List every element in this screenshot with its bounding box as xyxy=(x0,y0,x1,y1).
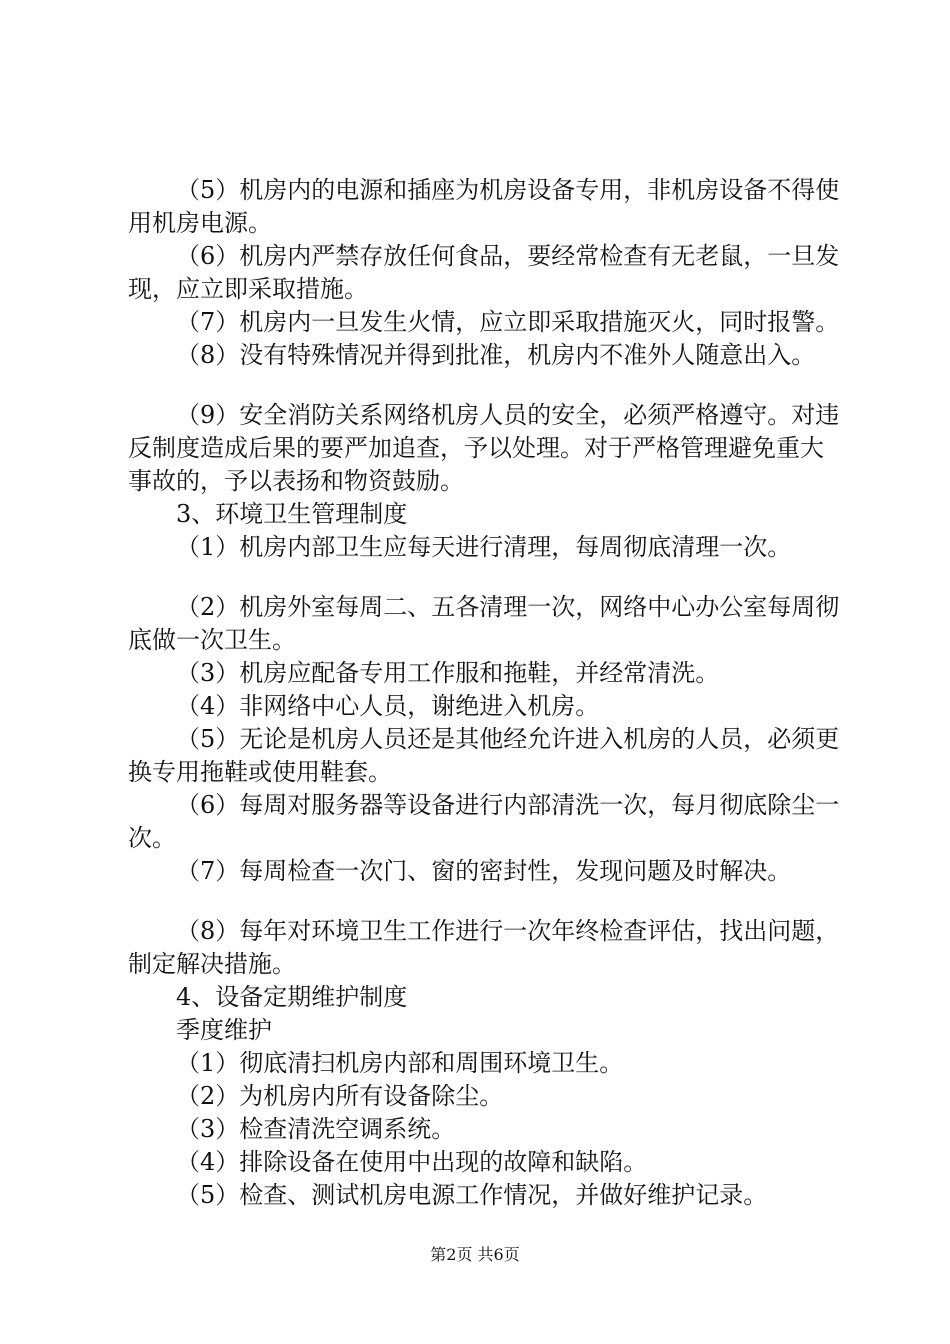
paragraph-hygiene-outer-room: （2）机房外室每周二、五各清理一次，网络中心办公室每周彻底做一次卫生。 xyxy=(128,593,840,654)
paragraph-hygiene-slippers: （5）无论是机房人员还是其他经允许进入机房的人员，必须更换专用拖鞋或使用鞋套。 xyxy=(128,725,840,786)
paragraph-hygiene-server-cleaning: （6）每周对服务器等设备进行内部清洗一次，每月彻底除尘一次。 xyxy=(128,791,840,852)
paragraph-fire-no-visitors: （8）没有特殊情况并得到批准，机房内不准外人随意出入。 xyxy=(176,341,816,369)
paragraph-hygiene-seals: （7）每周检查一次门、窗的密封性，发现问题及时解决。 xyxy=(176,857,792,885)
paragraph-fire-no-food: （6）机房内严禁存放任何食品，要经常检查有无老鼠，一旦发现，应立即采取措施。 xyxy=(128,242,840,303)
paragraph-hygiene-annual-review: （8）每年对环境卫生工作进行一次年终检查评估，找出问题，制定解决措施。 xyxy=(128,917,840,978)
paragraph-fire-compliance: （9）安全消防关系网络机房人员的安全，必须严格遵守。对违反制度造成后果的要严加追查，予以处理。对于严格管理避免重大事故的，予以表扬和物资鼓励。 xyxy=(128,401,840,495)
paragraph-fire-power-outlets: （5）机房内的电源和插座为机房设备专用，非机房设备不得使用机房电源。 xyxy=(128,176,840,237)
paragraph-maintenance-power-test: （5）检查、测试机房电源工作情况，并做好维护记录。 xyxy=(176,1181,768,1209)
paragraph-maintenance-aircon: （3）检查清洗空调系统。 xyxy=(176,1115,456,1143)
document-body xyxy=(128,174,840,1212)
page-number-footer: 第2页 共6页 xyxy=(430,1245,520,1264)
paragraph-hygiene-no-entry: （4）非网络中心人员，谢绝进入机房。 xyxy=(176,692,600,720)
section-heading-hygiene: 3、环境卫生管理制度 xyxy=(176,500,408,528)
paragraph-fire-emergency: （7）机房内一旦发生火情，应立即采取措施灭火，同时报警。 xyxy=(176,308,840,336)
paragraph-hygiene-workwear: （3）机房应配备专用工作服和拖鞋，并经常清洗。 xyxy=(176,659,720,687)
paragraph-maintenance-sweep: （1）彻底清扫机房内部和周围环境卫生。 xyxy=(176,1049,624,1077)
subheading-quarterly: 季度维护 xyxy=(176,1016,272,1044)
paragraph-maintenance-dust: （2）为机房内所有设备除尘。 xyxy=(176,1082,504,1110)
paragraph-hygiene-daily: （1）机房内部卫生应每天进行清理，每周彻底清理一次。 xyxy=(176,533,792,561)
section-heading-maintenance: 4、设备定期维护制度 xyxy=(176,983,408,1011)
paragraph-maintenance-faults: （4）排除设备在使用中出现的故障和缺陷。 xyxy=(176,1148,648,1176)
